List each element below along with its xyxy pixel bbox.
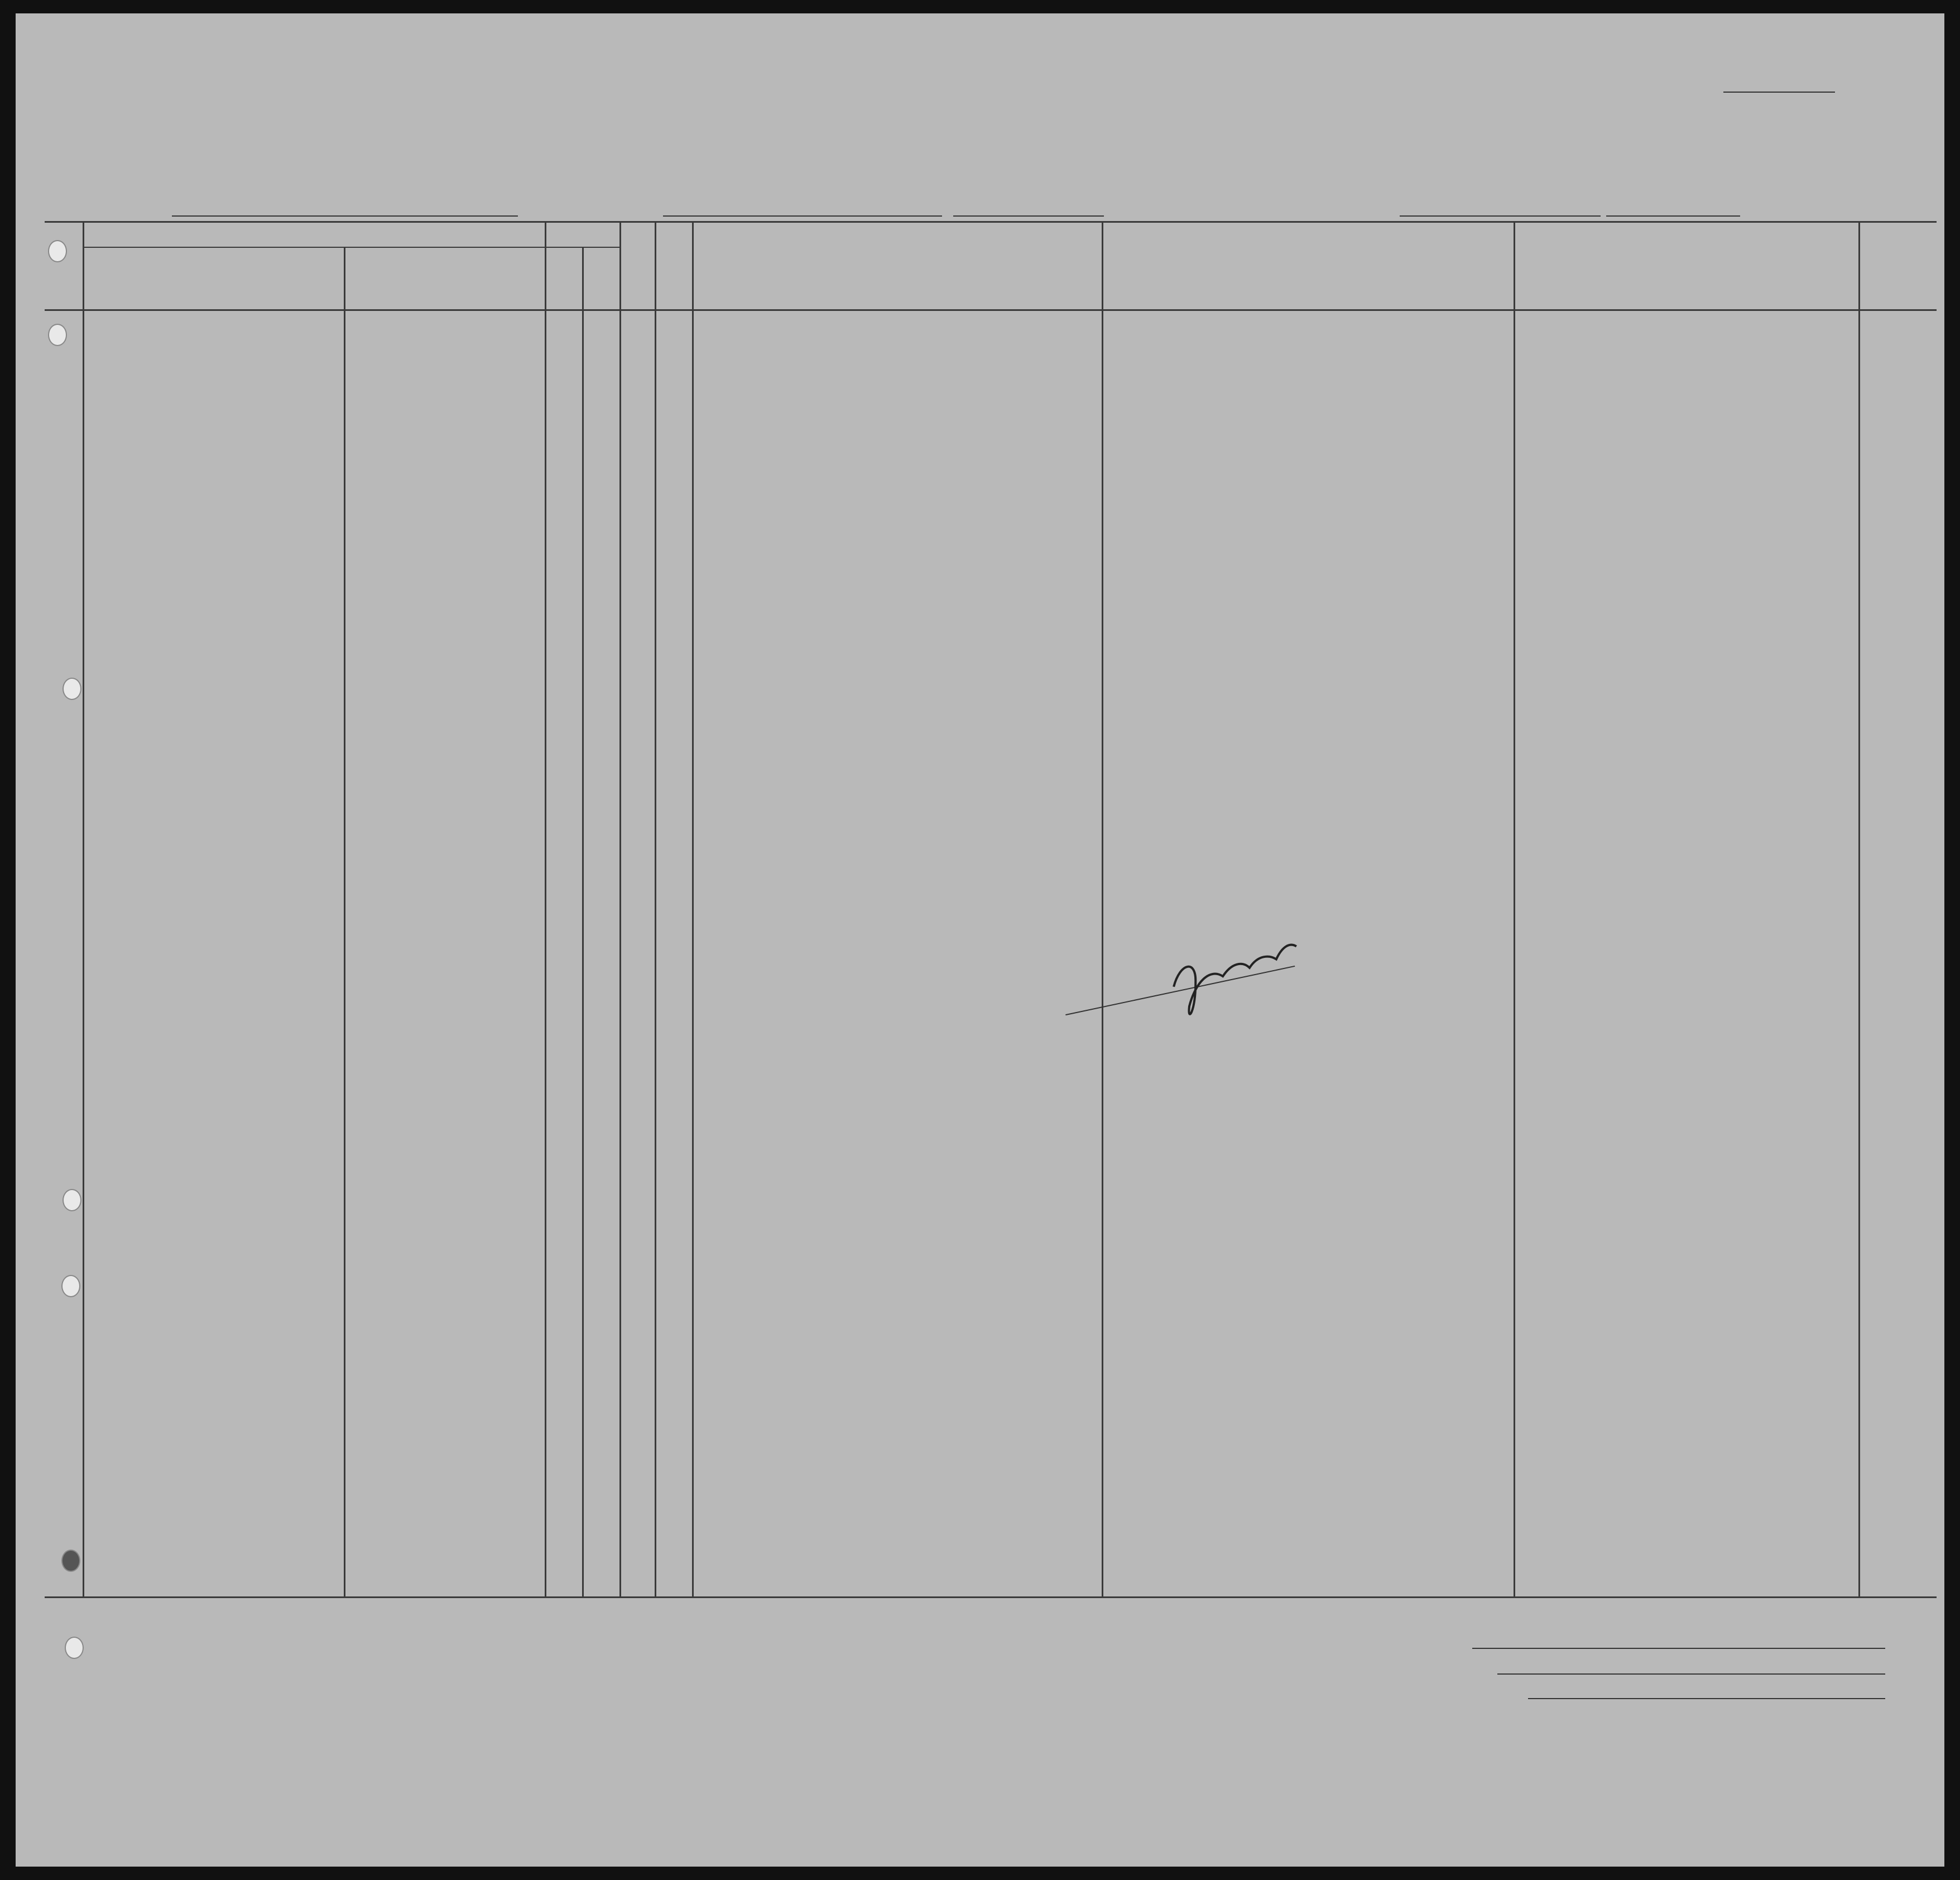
age-subheader-line — [545, 247, 619, 248]
owners-underline — [1497, 1673, 1885, 1675]
col-divider-given — [545, 221, 546, 1598]
line-underline — [1472, 1648, 1885, 1649]
punch-hole — [65, 1637, 84, 1659]
agents-underline — [1528, 1698, 1885, 1699]
port-underline — [1400, 215, 1601, 217]
manifest-page — [16, 13, 1944, 1867]
col-divider-address — [1858, 221, 1860, 1598]
sail-date-underline — [953, 215, 1104, 217]
col-divider-mos — [619, 221, 621, 1598]
punch-hole — [61, 1550, 80, 1572]
col-divider-married — [692, 221, 694, 1598]
number-underline — [1723, 92, 1835, 93]
col-divider-naturalized — [1514, 221, 1515, 1598]
col-divider-yrs — [582, 248, 584, 1598]
col-divider-sex — [655, 221, 656, 1598]
table-top-border — [45, 221, 1937, 223]
ship-underline — [172, 215, 518, 217]
punch-hole — [48, 324, 67, 346]
arrive-date-underline — [1606, 215, 1740, 217]
inspector-signature — [1156, 926, 1314, 1033]
from-underline — [663, 215, 942, 217]
col-divider-no — [83, 221, 84, 1598]
table-header-bottom — [45, 309, 1937, 311]
col-divider-family — [344, 248, 345, 1598]
table-bottom-border — [45, 1596, 1937, 1598]
col-divider-birth — [1102, 221, 1103, 1598]
punch-hole — [63, 1189, 81, 1211]
name-subheader-line — [83, 247, 545, 248]
punch-hole — [63, 678, 81, 700]
punch-hole — [61, 1275, 80, 1297]
punch-hole — [48, 240, 67, 262]
